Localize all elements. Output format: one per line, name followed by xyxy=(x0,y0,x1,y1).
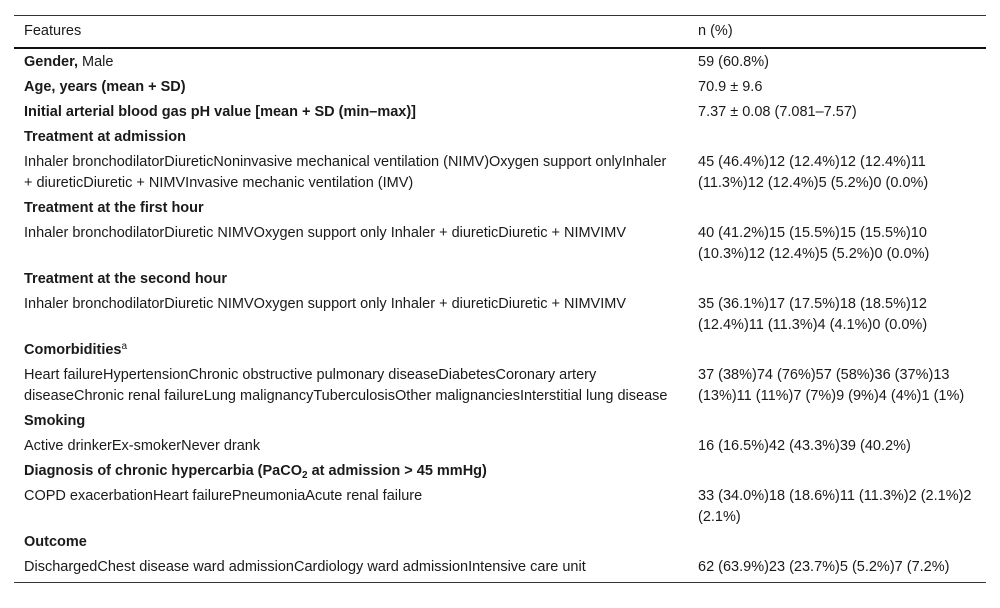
smoking-heading: Smoking xyxy=(24,413,86,429)
gender-value: 59 (60.8%) xyxy=(698,54,769,70)
treatment-first-values: 40 (41.2%)15 (15.5%)15 (15.5%)10 (10.3%)12 (12.4%)5 (5.2%)0 (0.0%) xyxy=(698,225,930,262)
outcome-values: 62 (63.9%)23 (23.7%)5 (5.2%)7 (7.2%) xyxy=(688,555,986,583)
outcome-items: DischargedChest disease ward admissionCardiology ward admissionIntensive care unit xyxy=(14,555,688,583)
comorbidities-footnote-marker: a xyxy=(121,341,128,352)
hypercarbia-heading xyxy=(24,463,487,479)
table-row-treatment-admission xyxy=(14,150,986,196)
section-heading-treatment-first-hour xyxy=(14,196,986,221)
treatment-admission-items: Inhaler bronchodilatorDiureticNoninvasive mechanical ventilation (NIMV)Oxygen support onlyInhaler + diureticDiuretic + NIMVInvasive mechanic ventilation (IMV) xyxy=(24,154,667,191)
hypercarbia-heading-post: at admission > 45 mmHg) xyxy=(307,463,487,479)
age-label: Age, years (mean + SD) xyxy=(24,79,186,95)
age-value: 70.9 ± 9.6 xyxy=(698,79,763,95)
table-row-gender xyxy=(14,48,986,75)
table-row-age xyxy=(14,75,986,100)
smoking-items: Active drinkerEx-smokerNever drank xyxy=(24,438,261,454)
treatment-admission-values: 45 (46.4%)12 (12.4%)12 (12.4%)11 (11.3%)12 (12.4%)5 (5.2%)0 (0.0%) xyxy=(698,154,929,191)
section-heading-hypercarbia xyxy=(14,459,986,484)
comorbidities-values: 37 (38%)74 (76%)57 (58%)36 (37%)13 (13%)11 (11%)7 (7%)9 (9%)4 (4%)1 (1%) xyxy=(698,367,965,404)
ph-label: Initial arterial blood gas pH value [mean + SD (min–max)] xyxy=(24,104,417,120)
smoking-values: 16 (16.5%)42 (43.3%)39 (40.2%) xyxy=(698,438,911,454)
table-row-treatment-second-hour xyxy=(14,292,986,338)
treatment-first-items: Inhaler bronchodilatorDiuretic NIMVOxygen support only Inhaler + diureticDiuretic + NIMVIMV xyxy=(24,225,627,241)
hypercarbia-heading-pre: Diagnosis of chronic hypercarbia (PaCO xyxy=(24,463,302,479)
gender-label xyxy=(14,48,688,75)
treatment-second-items: Inhaler bronchodilatorDiuretic NIMVOxygen support only Inhaler + diureticDiuretic + NIMVIMV xyxy=(24,296,627,312)
table-row-outcome xyxy=(14,555,986,583)
section-heading-smoking xyxy=(14,409,986,434)
features-table xyxy=(14,15,986,583)
table-row-comorbidities xyxy=(14,363,986,409)
ph-value: 7.37 ± 0.08 (7.081–7.57) xyxy=(698,104,857,120)
gender-label-bold: Gender, xyxy=(24,54,78,70)
table-row-smoking xyxy=(14,434,986,459)
treatment-second-values: 35 (36.1%)17 (17.5%)18 (18.5%)12 (12.4%)11 (11.3%)4 (4.1%)0 (0.0%) xyxy=(698,296,928,333)
section-heading-treatment-admission xyxy=(14,125,986,150)
header-n-percent: n (%) xyxy=(688,16,986,49)
section-heading-treatment-second-hour xyxy=(14,267,986,292)
gender-label-rest: Male xyxy=(78,54,114,70)
table-header-row xyxy=(14,16,986,49)
table-row-ph xyxy=(14,100,986,125)
hypercarbia-heading-sub: 2 xyxy=(302,470,308,481)
section-heading-outcome xyxy=(14,530,986,555)
hypercarbia-items: COPD exacerbationHeart failurePneumoniaAcute renal failure xyxy=(24,488,423,504)
outcome-heading: Outcome xyxy=(24,534,87,550)
comorbidities-heading: Comorbidities xyxy=(24,342,122,358)
table-row-treatment-first-hour xyxy=(14,221,986,267)
treatment-first-heading: Treatment at the first hour xyxy=(24,200,204,216)
hypercarbia-values: 33 (34.0%)18 (18.6%)11 (11.3%)2 (2.1%)2 (2.1%) xyxy=(698,488,972,525)
section-heading-comorbidities xyxy=(14,338,986,363)
table-row-hypercarbia xyxy=(14,484,986,530)
comorbidities-items: Heart failureHypertensionChronic obstructive pulmonary diseaseDiabetesCoronary artery diseaseChronic renal failureLung malignancyTuberculosisOther malignanciesInterstitial lung disease xyxy=(24,367,668,404)
treatment-admission-heading: Treatment at admission xyxy=(24,129,186,145)
header-features: Features xyxy=(14,16,688,49)
treatment-second-heading: Treatment at the second hour xyxy=(24,271,228,287)
